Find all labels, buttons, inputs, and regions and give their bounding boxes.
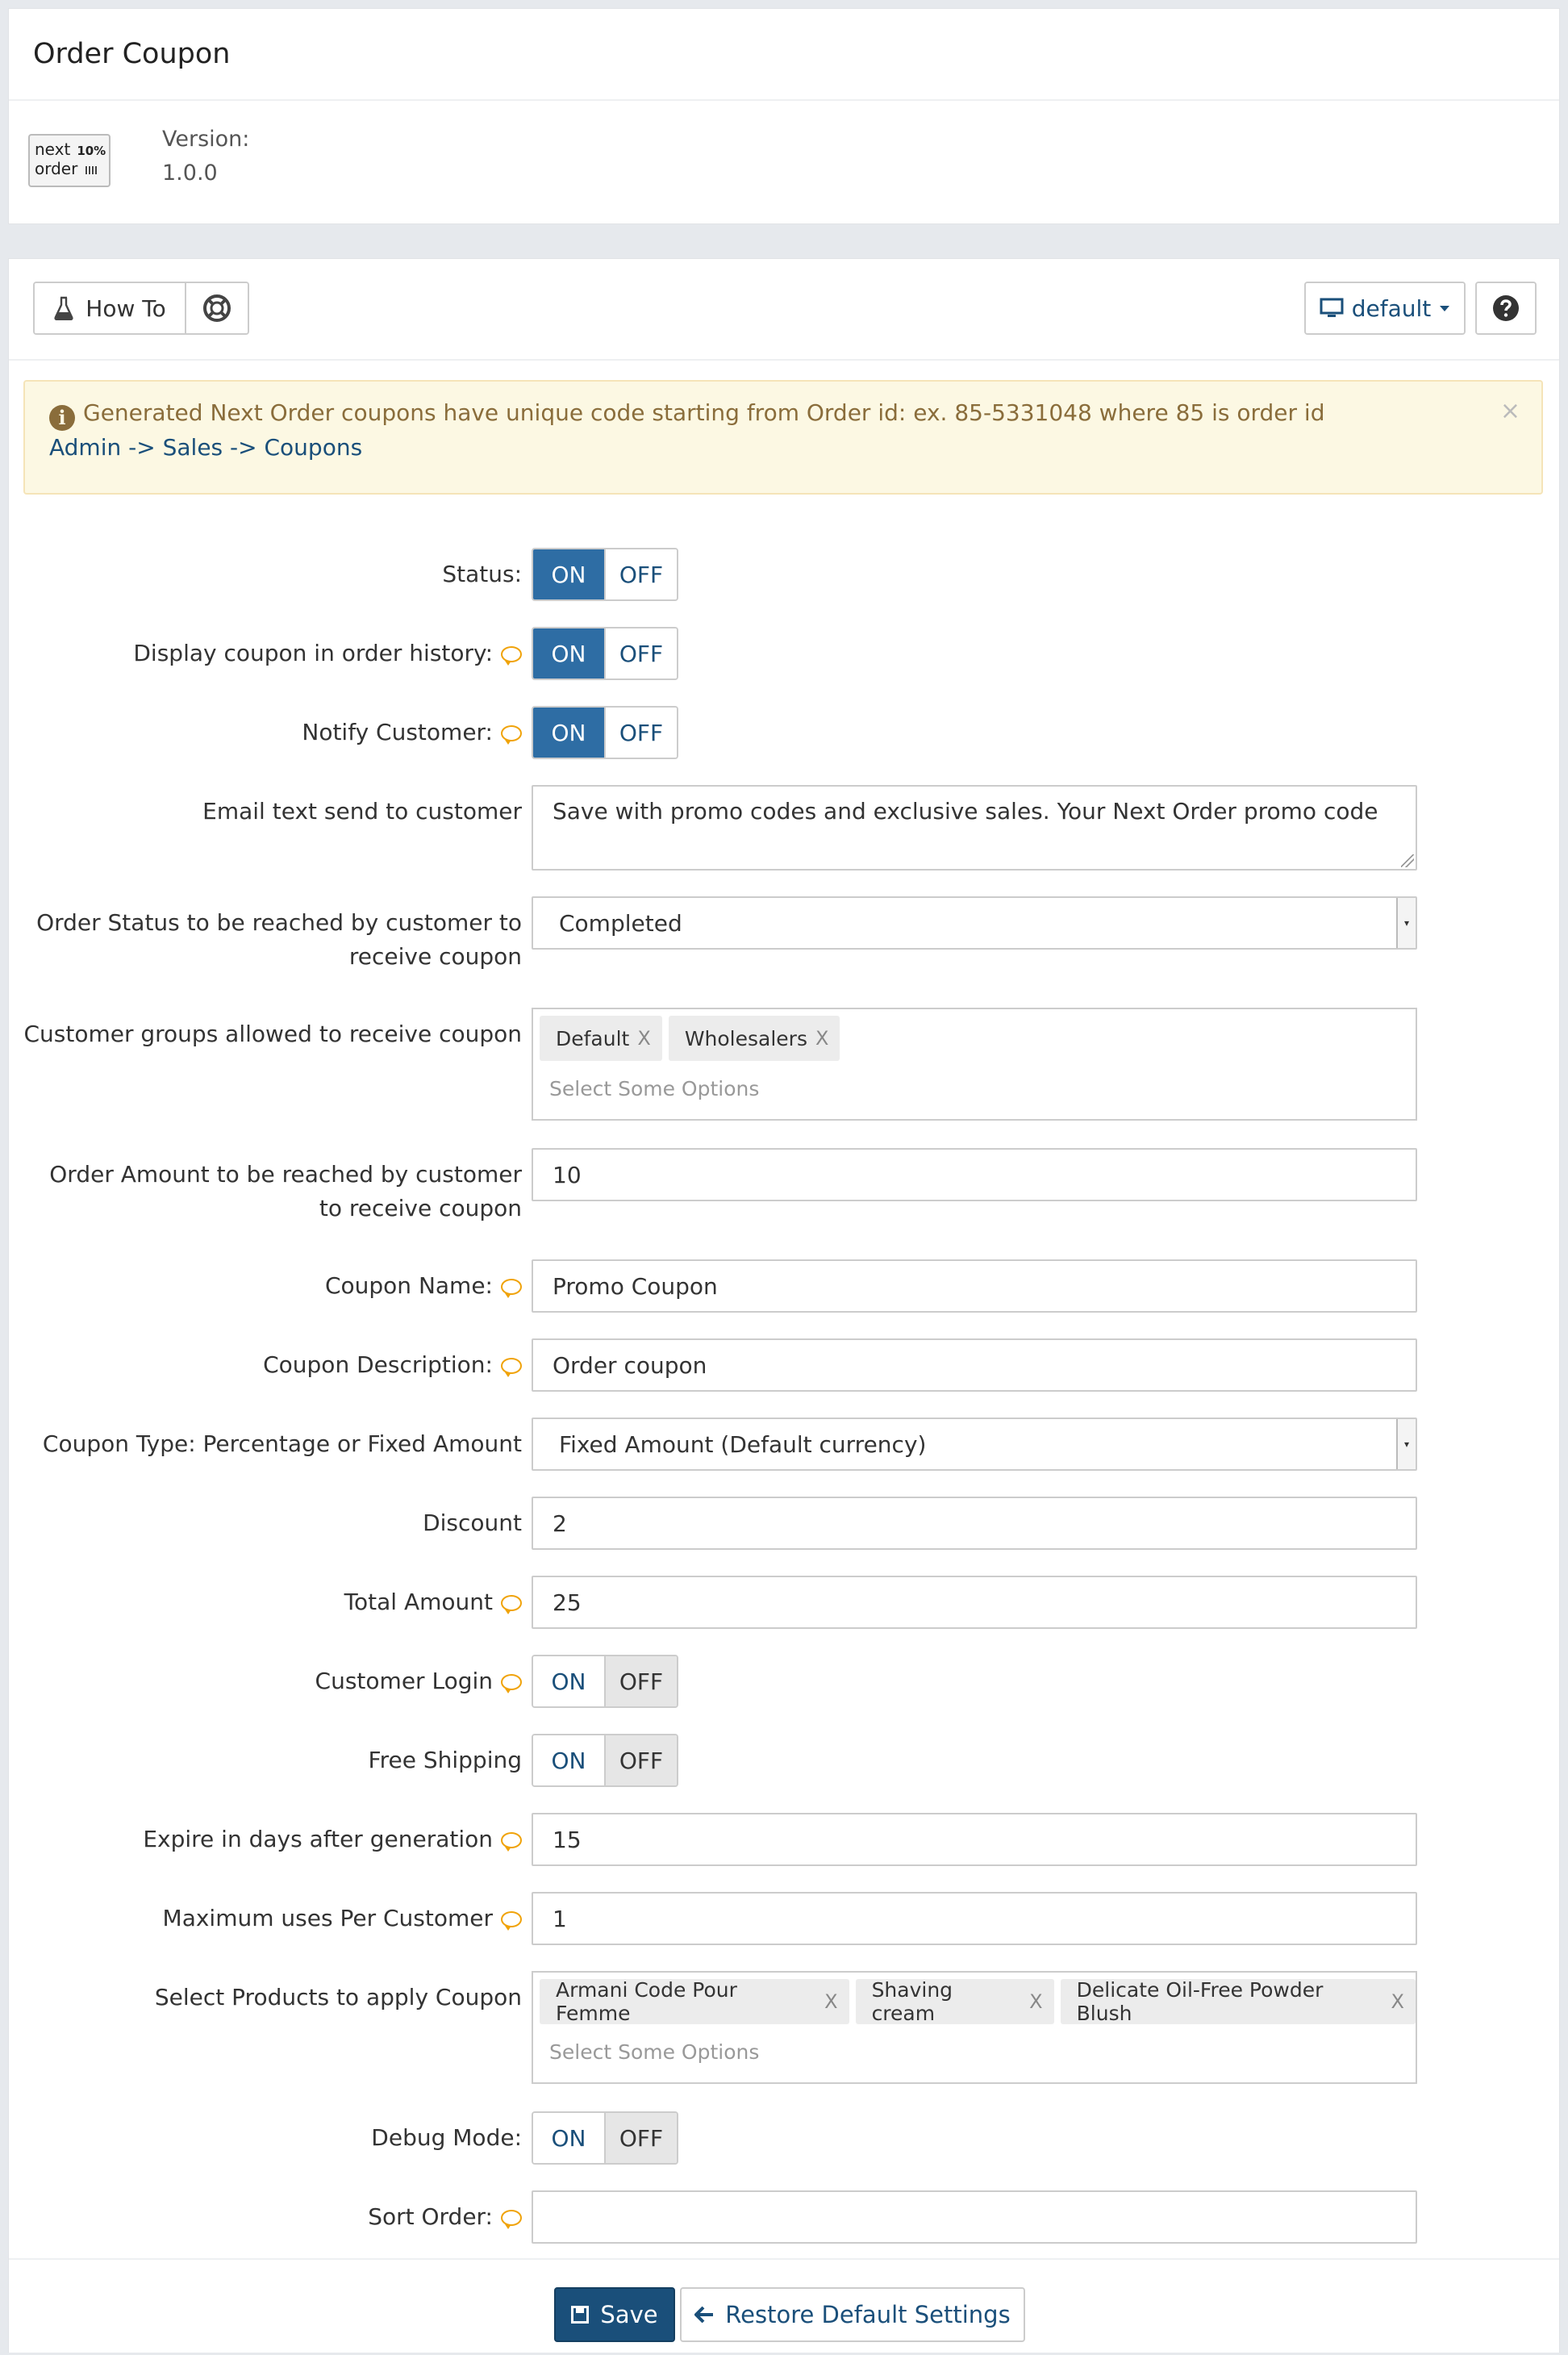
how-to-button[interactable] — [35, 283, 185, 333]
display-history-toggle — [532, 627, 678, 680]
customer-groups-placeholder: Select Some Options — [549, 1077, 760, 1100]
debug-mode-on-button[interactable]: ON — [533, 2113, 604, 2163]
email-text-label — [22, 795, 522, 829]
barcode-icon — [85, 166, 97, 174]
total-amount-label-text: Total Amount — [344, 1589, 493, 1615]
status-on-button[interactable]: ON — [533, 549, 604, 599]
notify-customer-toggle — [532, 706, 678, 759]
customer-groups-multiselect[interactable] — [532, 1008, 1417, 1121]
max-uses-label-text: Maximum uses Per Customer — [162, 1905, 493, 1931]
logo-badge: 10% — [77, 144, 106, 158]
customer-login-label-text: Customer Login — [315, 1668, 493, 1694]
chip-remove-icon[interactable]: X — [637, 1027, 651, 1050]
customer-groups-chips — [540, 1016, 840, 1061]
chip-label: Shaving cream — [871, 1978, 953, 2025]
expire-days-label-text: Expire in days after generation — [143, 1826, 493, 1852]
chip — [856, 1979, 1054, 2024]
products-label — [22, 1981, 522, 2015]
alert-close-icon[interactable]: × — [1499, 397, 1520, 425]
display-history-label-text: Display coupon in order history: — [133, 640, 493, 666]
order-amount-input[interactable]: 10 — [532, 1148, 1417, 1201]
chip-label: Armani Code Pour Femme — [556, 1978, 737, 2025]
free-shipping-on-button[interactable]: ON — [533, 1735, 604, 1785]
chip — [1061, 1979, 1416, 2024]
status-off-button[interactable]: OFF — [604, 549, 677, 599]
help-button[interactable] — [1477, 283, 1535, 333]
status-toggle — [532, 548, 678, 601]
order-amount-label-text: Order Amount to be reached by customer to receive coupon — [49, 1161, 522, 1221]
sort-order-label-text: Sort Order: — [368, 2203, 493, 2230]
coupon-description-label-text: Coupon Description: — [263, 1351, 493, 1378]
discount-input[interactable]: 2 — [532, 1497, 1417, 1550]
version-value: 1.0.0 — [162, 161, 218, 186]
notify-customer-on-button[interactable]: ON — [533, 708, 604, 758]
version-label: Version: — [162, 127, 250, 152]
restore-defaults-button[interactable] — [680, 2287, 1025, 2342]
free-shipping-label — [22, 1743, 522, 1777]
notify-customer-off-button[interactable]: OFF — [604, 708, 677, 758]
theme-dropdown-group — [1304, 282, 1466, 335]
alert-text: Generated Next Order coupons have unique code starting from Order id: ex. 85-5331048 where 85 is order id — [83, 399, 1325, 426]
tooltip-icon[interactable] — [501, 1279, 522, 1295]
lifebuoy-icon — [202, 294, 231, 323]
module-header-panel — [8, 8, 1560, 224]
email-text-label-text: Email text send to customer — [202, 798, 522, 825]
coupon-name-label-text: Coupon Name: — [324, 1272, 493, 1299]
logo-line-1: next — [35, 140, 71, 159]
settings-panel — [8, 258, 1560, 2353]
coupon-description-label — [22, 1348, 522, 1382]
toolbar — [9, 259, 1559, 361]
order-status-value: Completed — [559, 909, 682, 937]
form-row-customer-groups — [9, 1008, 1559, 1121]
expire-days-input[interactable]: 15 — [532, 1813, 1417, 1866]
notify-customer-label — [22, 716, 522, 750]
chip-remove-icon[interactable]: X — [824, 1990, 838, 2013]
debug-mode-toggle — [532, 2111, 678, 2165]
support-button[interactable] — [185, 283, 248, 333]
floppy-disk-icon — [571, 2306, 589, 2324]
expire-days-label — [22, 1823, 522, 1856]
customer-login-toggle — [532, 1655, 678, 1708]
tooltip-icon[interactable] — [501, 1911, 522, 1927]
restore-label: Restore Default Settings — [725, 2301, 1011, 2328]
question-circle-icon — [1492, 294, 1520, 322]
order-status-label — [22, 906, 522, 974]
total-amount-input[interactable]: 25 — [532, 1576, 1417, 1629]
chip-remove-icon[interactable]: X — [815, 1027, 829, 1050]
customer-groups-label — [22, 1017, 522, 1051]
debug-mode-label-text: Debug Mode: — [371, 2124, 522, 2151]
coupon-type-label — [22, 1427, 522, 1461]
save-label: Save — [600, 2301, 658, 2328]
how-to-label: How To — [85, 294, 166, 322]
form-row-products — [9, 1971, 1559, 2084]
debug-mode-label — [22, 2121, 522, 2155]
products-chips — [540, 1979, 1416, 2024]
customer-login-label — [22, 1664, 522, 1698]
select-caret-icon: ▾ — [1396, 1419, 1416, 1469]
coupon-name-input[interactable]: Promo Coupon — [532, 1259, 1417, 1313]
select-caret-icon: ▾ — [1396, 898, 1416, 948]
tooltip-icon[interactable] — [501, 1674, 522, 1690]
form-row-order-status — [9, 896, 1559, 970]
coupon-type-label-text: Coupon Type: Percentage or Fixed Amount — [42, 1430, 522, 1457]
tooltip-icon[interactable] — [501, 1595, 522, 1611]
chip-remove-icon[interactable]: X — [1391, 1990, 1404, 2013]
flask-icon — [53, 296, 74, 320]
tooltip-icon[interactable] — [501, 1832, 522, 1848]
max-uses-input[interactable]: 1 — [532, 1892, 1417, 1945]
chip — [540, 1979, 849, 2024]
free-shipping-label-text: Free Shipping — [368, 1747, 522, 1773]
tooltip-icon[interactable] — [501, 1358, 522, 1374]
module-logo — [28, 134, 111, 187]
chip — [540, 1016, 662, 1061]
email-text-textarea[interactable] — [532, 785, 1417, 871]
debug-mode-off-button[interactable]: OFF — [604, 2113, 677, 2163]
coupon-description-input[interactable]: Order coupon — [532, 1338, 1417, 1392]
caret-down-icon — [1439, 304, 1450, 312]
free-shipping-off-button[interactable]: OFF — [604, 1735, 677, 1785]
arrow-left-icon — [694, 2306, 714, 2324]
email-text-value: Save with promo codes and exclusive sales. Your Next Order promo code — [553, 798, 1378, 825]
discount-label — [22, 1506, 522, 1540]
monitor-icon — [1320, 298, 1344, 319]
free-shipping-toggle — [532, 1734, 678, 1787]
logo-line-2: order — [35, 159, 78, 178]
sort-order-input[interactable] — [532, 2190, 1417, 2244]
products-placeholder: Select Some Options — [549, 2040, 760, 2064]
chip — [669, 1016, 840, 1061]
save-button[interactable] — [554, 2287, 675, 2342]
howto-button-group — [33, 282, 249, 335]
discount-label-text: Discount — [423, 1509, 522, 1536]
resize-grip-icon[interactable] — [1401, 854, 1414, 867]
order-status-select[interactable] — [532, 896, 1417, 950]
products-multiselect[interactable] — [532, 1971, 1417, 2084]
customer-login-off-button[interactable]: OFF — [604, 1656, 677, 1706]
status-label — [22, 557, 522, 591]
form-footer — [9, 2258, 1559, 2355]
coupon-name-label — [22, 1269, 522, 1303]
order-amount-label — [22, 1158, 522, 1226]
info-icon: i — [49, 405, 75, 431]
display-history-label — [22, 637, 522, 670]
help-button-group — [1475, 282, 1537, 335]
customer-groups-label-text: Customer groups allowed to receive coupon — [23, 1021, 522, 1047]
chip-label: Wholesalers — [684, 1026, 807, 1050]
chip-label: Delicate Oil-Free Powder Blush — [1076, 1978, 1324, 2025]
status-label-text: Status: — [442, 561, 522, 587]
form-row-email-text — [9, 785, 1559, 871]
chip-remove-icon[interactable]: X — [1029, 1990, 1043, 2013]
tooltip-icon[interactable] — [501, 646, 522, 662]
display-history-on-button[interactable]: ON — [533, 628, 604, 679]
tooltip-icon[interactable] — [501, 2210, 522, 2226]
coupon-type-select[interactable] — [532, 1418, 1417, 1471]
customer-login-on-button[interactable]: ON — [533, 1656, 604, 1706]
theme-dropdown-button[interactable] — [1306, 283, 1464, 333]
chip-label: Default — [556, 1026, 630, 1050]
form-row-coupon-type — [9, 1418, 1559, 1471]
theme-label: default — [1351, 294, 1432, 322]
max-uses-label — [22, 1902, 522, 1935]
order-status-label-text: Order Status to be reached by customer to receive coupon — [36, 909, 522, 970]
tooltip-icon[interactable] — [501, 725, 522, 741]
notify-customer-label-text: Notify Customer: — [302, 719, 493, 745]
alert-link[interactable]: Admin -> Sales -> Coupons — [49, 434, 363, 461]
total-amount-label — [22, 1585, 522, 1619]
info-alert — [23, 380, 1543, 495]
display-history-off-button[interactable]: OFF — [604, 628, 677, 679]
coupon-type-value: Fixed Amount (Default currency) — [559, 1430, 927, 1458]
products-label-text: Select Products to apply Coupon — [154, 1984, 522, 2011]
sort-order-label — [22, 2200, 522, 2234]
page-title: Order Coupon — [9, 9, 1559, 101]
